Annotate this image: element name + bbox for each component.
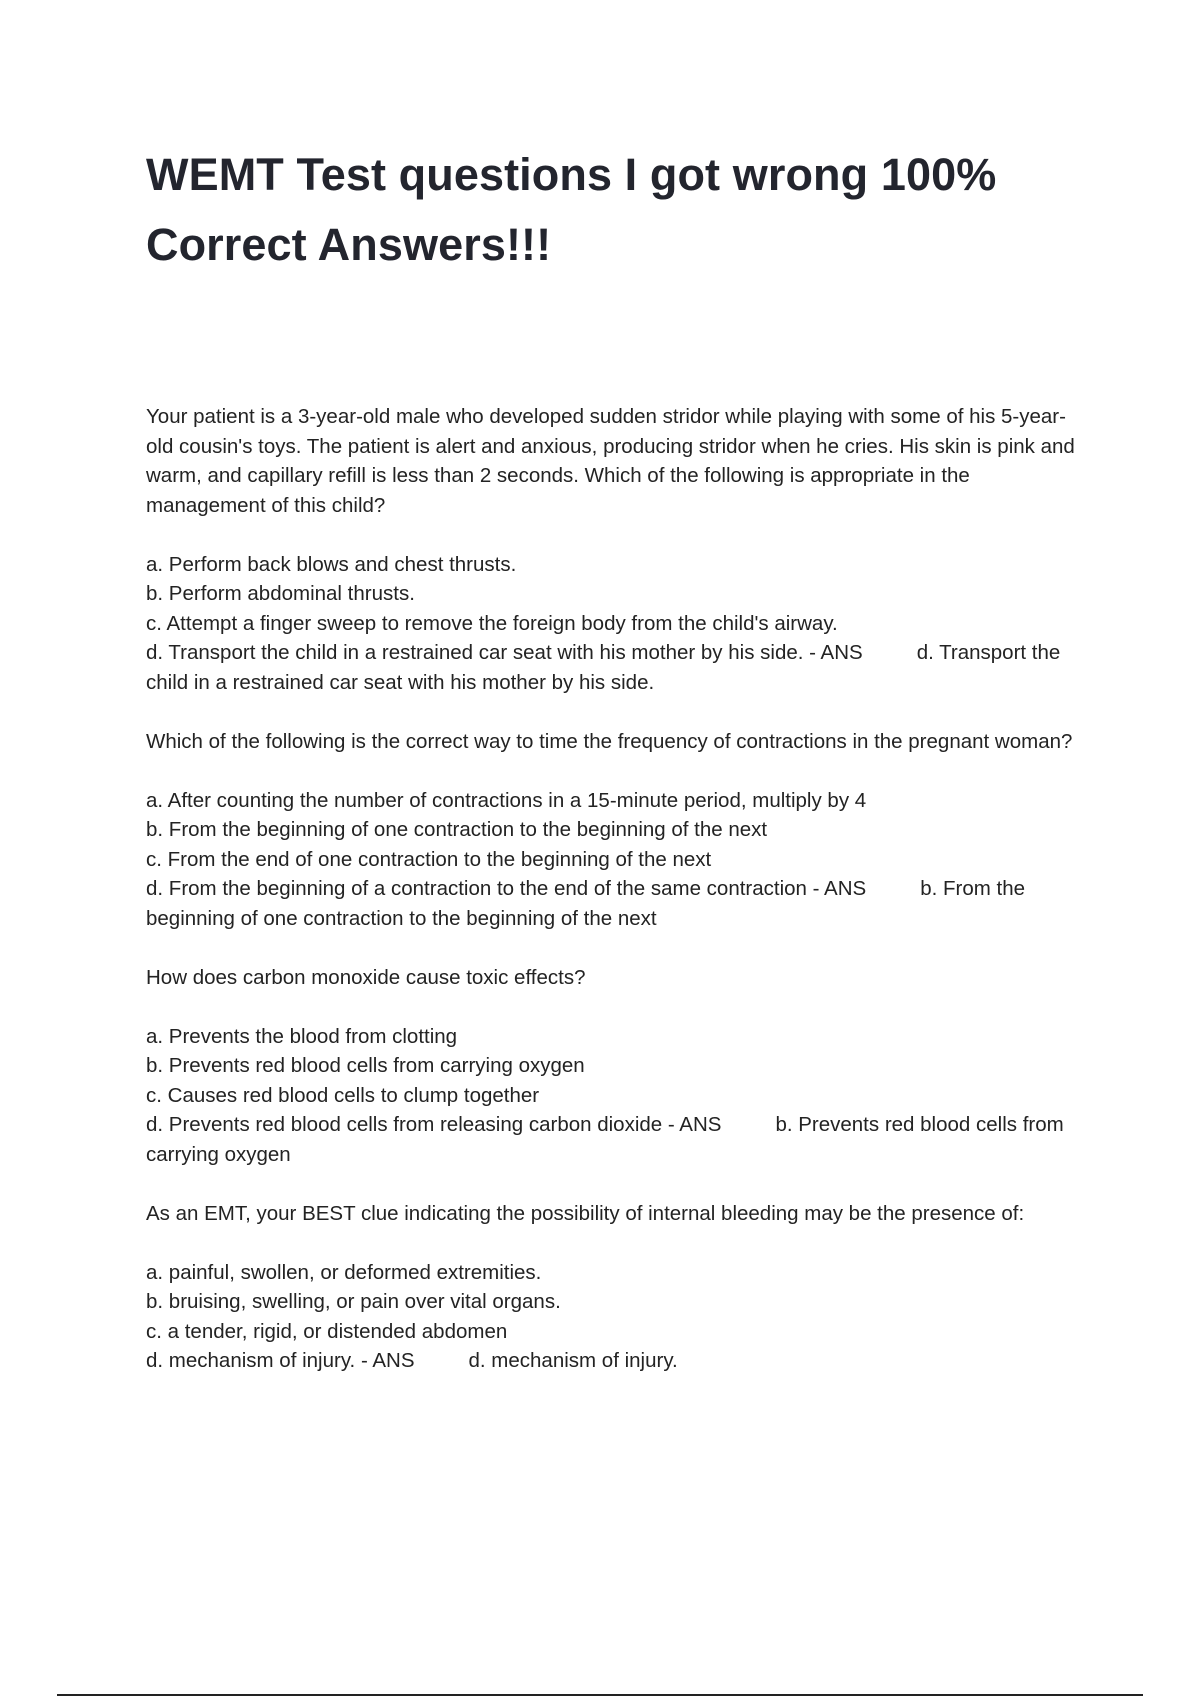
option-a: a. painful, swollen, or deformed extremities. [146,1260,542,1284]
answer-text: d. mechanism of injury. [468,1349,678,1372]
option-b: b. From the beginning of one contraction to the beginning of the next [146,818,768,841]
question-stem: Which of the following is the correct way to time the frequency of contractions in the pregnant woman? [146,729,1073,753]
question-block [146,727,1091,934]
option-d: d. mechanism of injury. - ANS [146,1349,415,1372]
option-a: a. Perform back blows and chest thrusts. [146,552,517,576]
document-body [146,402,1091,1405]
option-d: d. Transport the child in a restrained car seat with his mother by his side. - ANS [146,641,863,664]
options-list [146,1258,1091,1376]
options-list [146,786,1091,934]
answer-text: b. Prevents red blood cells from carrying oxygen [146,1113,1064,1166]
question-block [146,402,1091,697]
option-a: a. Prevents the blood from clotting [146,1024,458,1048]
option-c: c. Causes red blood cells to clump together [146,1083,540,1107]
option-d-with-answer [146,874,1091,933]
options-list [146,1022,1091,1170]
option-a: a. After counting the number of contractions in a 15-minute period, multiply by 4 [146,788,867,812]
answer-text: b. From the beginning of one contraction to the beginning of the next [146,877,1026,930]
option-d-with-answer [146,1110,1091,1169]
option-d: d. Prevents red blood cells from releasing carbon dioxide - ANS [146,1113,722,1136]
question-stem: As an EMT, your BEST clue indicating the possibility of internal bleeding may be the presence of: [146,1201,1025,1225]
question-block [146,1199,1091,1376]
option-b: b. Prevents red blood cells from carrying oxygen [146,1054,585,1077]
document-title: WEMT Test questions I got wrong 100% Correct Answers!!! [146,149,997,270]
question-block [146,963,1091,1170]
option-b: b. bruising, swelling, or pain over vital organs. [146,1290,561,1313]
option-c: c. a tender, rigid, or distended abdomen [146,1319,508,1343]
question-stem: How does carbon monoxide cause toxic effects? [146,965,586,989]
answer-text: d. Transport the child in a restrained car seat with his mother by his side. [146,641,1061,694]
option-c: c. Attempt a finger sweep to remove the foreign body from the child's airway. [146,611,838,635]
option-c: c. From the end of one contraction to the beginning of the next [146,847,712,871]
options-list [146,550,1091,698]
option-d-with-answer [146,638,1091,697]
option-b: b. Perform abdominal thrusts. [146,582,415,605]
footer-divider [57,1694,1143,1696]
option-d: d. From the beginning of a contraction to the end of the same contraction - ANS [146,877,867,900]
option-d-with-answer [146,1346,1091,1376]
question-stem: Your patient is a 3-year-old male who developed sudden stridor while playing with some of his 5-year-old cousin's toys. The patient is alert and anxious, producing stridor when he cries. His skin is pink and warm, and capillary refill is less than 2 seconds. Which of the following is appropriate in the management of this child? [146,405,1075,517]
